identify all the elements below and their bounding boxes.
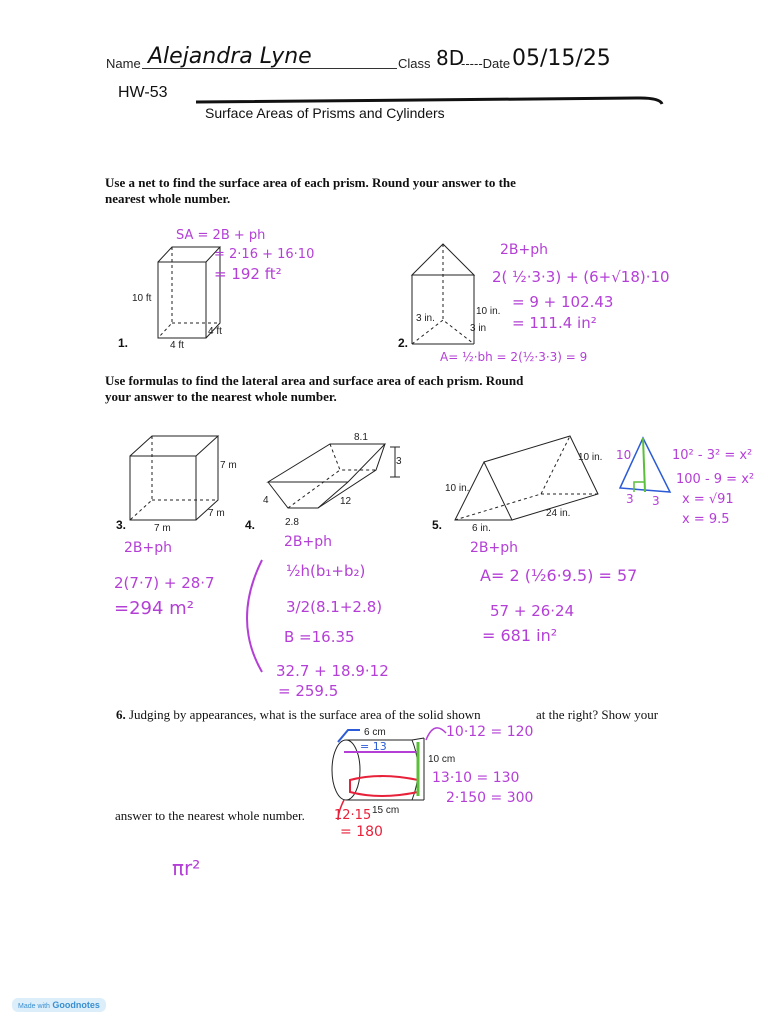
p4-work-4: B =16.35 bbox=[284, 628, 355, 646]
p3-work-2: 2(7·7) + 28·7 bbox=[114, 574, 215, 592]
section2-instruction-2: your answer to the nearest whole number. bbox=[105, 389, 337, 404]
p2-height-label: 10 in. bbox=[476, 306, 501, 317]
p5-top-label: 10 in. bbox=[578, 452, 603, 463]
section1-instruction-1: Use a net to find the surface area of each prism. Round your answer to the bbox=[105, 175, 516, 190]
p3-bottom-label: 7 m bbox=[154, 523, 171, 534]
p2-number: 2. bbox=[398, 336, 409, 350]
p5-base-label: 6 in. bbox=[472, 523, 491, 534]
p5-side-work-2: 100 - 9 = x² bbox=[676, 472, 755, 487]
class-value[interactable]: 8D bbox=[436, 46, 465, 70]
p5-side-work-1: 10² - 3² = x² bbox=[672, 448, 753, 463]
p6-extra: πr² bbox=[172, 856, 201, 880]
made-with-text: Made with bbox=[18, 1003, 50, 1010]
date-label: -----Date bbox=[461, 56, 511, 71]
p4-work-1: 2B+ph bbox=[284, 534, 333, 550]
p1-work-1: SA = 2B + ph bbox=[176, 228, 266, 243]
p5-work-3: 57 + 26·24 bbox=[490, 602, 575, 620]
p5-work-1: 2B+ph bbox=[470, 540, 519, 556]
section2-instruction-1: Use formulas to find the lateral area and surface area of each prism. Round bbox=[105, 373, 524, 388]
p4-slant-label: 12 bbox=[340, 496, 352, 507]
p3-work-3: =294 m² bbox=[114, 598, 194, 619]
p2-base-label: 3 in bbox=[470, 323, 487, 334]
class-label: Class bbox=[398, 56, 431, 71]
p5-left-label: 10 in. bbox=[445, 483, 470, 494]
p5-number: 5. bbox=[432, 518, 443, 532]
p2-work-4: = 111.4 in² bbox=[512, 314, 597, 332]
p2-work-2: 2( ½·3·3) + (6+√18)·10 bbox=[492, 268, 670, 286]
p6-work-top: = 13 bbox=[360, 740, 387, 753]
p4-work-5: 32.7 + 18.9·12 bbox=[276, 662, 389, 680]
p5-length-label: 24 in. bbox=[546, 508, 571, 519]
goodnotes-brand: Goodnotes bbox=[52, 1000, 100, 1010]
p1-number: 1. bbox=[118, 336, 129, 350]
p4-work-3: 3/2(8.1+2.8) bbox=[286, 598, 383, 616]
p5-tri-right-base: 3 bbox=[652, 494, 660, 508]
p4-left-label: 4 bbox=[263, 495, 269, 506]
section1-instruction-2: nearest whole number. bbox=[105, 191, 231, 206]
p4-work-6: = 259.5 bbox=[278, 682, 339, 700]
goodnotes-badge[interactable] bbox=[12, 998, 106, 1012]
p6-work-right-2: 13·10 = 130 bbox=[432, 770, 520, 786]
p3-work-1: 2B+ph bbox=[124, 540, 173, 556]
p3-right-label: 7 m bbox=[208, 508, 225, 519]
p2-work-1: 2B+ph bbox=[500, 242, 549, 258]
p3-side-label: 7 m bbox=[220, 460, 237, 471]
p5-tri-hyp: 10 bbox=[616, 448, 632, 462]
p6-work-right-1: 10·12 = 120 bbox=[446, 724, 534, 740]
p1-work-2: = 2·16 + 16·10 bbox=[214, 247, 315, 262]
p4-bottom-label: 2.8 bbox=[285, 517, 299, 528]
p6-text-1: Judging by appearances, what is the surface area of the solid shown bbox=[129, 707, 481, 722]
p4-work-2: ½h(b₁+b₂) bbox=[286, 562, 366, 580]
p4-top-label: 8.1 bbox=[354, 432, 368, 443]
date-value[interactable]: 05/15/25 bbox=[512, 46, 611, 71]
p6-text-3: answer to the nearest whole number. bbox=[115, 808, 305, 823]
p1-depth-label: 4 ft bbox=[208, 326, 222, 337]
p5-tri-left-base: 3 bbox=[626, 492, 634, 506]
page-title: Surface Areas of Prisms and Cylinders bbox=[205, 105, 445, 121]
p3-number: 3. bbox=[116, 518, 127, 532]
p4-height-label: 3 bbox=[396, 456, 402, 467]
p6-length-label: 15 cm bbox=[372, 805, 400, 816]
p5-side-work-3: x = √91 bbox=[682, 492, 734, 507]
p4-number: 4. bbox=[245, 518, 256, 532]
p1-work-3: = 192 ft² bbox=[214, 265, 282, 283]
p6-text-2: at the right? Show your bbox=[536, 707, 659, 722]
p1-width-label: 4 ft bbox=[170, 340, 184, 351]
name-label: Name bbox=[106, 56, 141, 71]
p2-area-note: A= ½·bh = 2(½·3·3) = 9 bbox=[440, 350, 588, 364]
p6-work-left-2: = 180 bbox=[340, 824, 383, 840]
p6-height-label: 10 cm bbox=[428, 754, 456, 765]
p6-work-right-3: 2·150 = 300 bbox=[446, 790, 534, 806]
p6-top-label: 6 cm bbox=[364, 727, 386, 738]
p5-side-work-4: x = 9.5 bbox=[682, 512, 730, 527]
p2-work-3: = 9 + 102.43 bbox=[512, 293, 614, 311]
hw-number: HW-53 bbox=[118, 84, 168, 101]
p5-work-2: A= 2 (½6·9.5) = 57 bbox=[480, 566, 638, 585]
p6-number: 6. bbox=[116, 707, 126, 722]
p1-height-label: 10 ft bbox=[132, 293, 152, 304]
p6-work-left-1: 12·15 bbox=[334, 808, 372, 823]
p2-leg-label: 3 in. bbox=[416, 313, 435, 324]
name-value[interactable]: Alejandra Lyne bbox=[148, 44, 312, 69]
p5-work-4: = 681 in² bbox=[482, 626, 558, 645]
